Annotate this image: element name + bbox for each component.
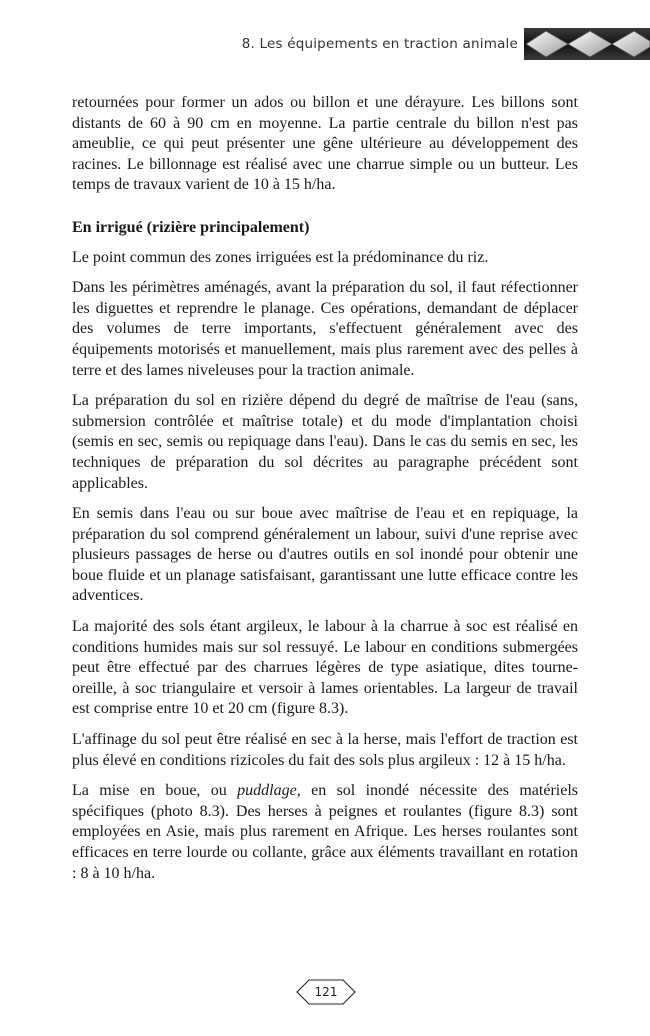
italic-term: puddlage xyxy=(237,782,297,800)
page-body xyxy=(72,93,578,894)
paragraph-5: La majorité des sols étant argileux, le labour à la charrue à soc est réalisé en conditions humides mais sur sol ressuyé. Le labour en conditions submergées peut être effectué par des charrues légères de type asiatique, dites tourne-oreille, à soc triangulaire et versoir à lames orientables. La largeur de travail est comprise entre 10 et 20 cm (figure 8.3). xyxy=(72,618,578,718)
running-header xyxy=(0,26,650,62)
paragraph-2: Dans les périmètres aménagés, avant la préparation du sol, il faut réfectionner les diguettes et reprendre le planage. Ces opérations, demandant de déplacer des volumes de terre importants, s'effectuent généralement avec des équipements motorisés et manuellement, mais plus rarement avec des pelles à terre et des lames niveleuses pour la traction animale. xyxy=(72,279,578,379)
paragraph-7-start: La mise en boue, ou xyxy=(72,782,238,800)
section-heading: En irrigué (rizière principalement) xyxy=(72,218,310,236)
paragraph-6: L'affinage du sol peut être réalisé en sec à la herse, mais l'effort de traction est plus élevé en conditions rizicoles du fait des sols plus argileux : 12 à 15 h/ha. xyxy=(72,731,578,769)
paragraph-7 xyxy=(72,781,578,884)
paragraph-1: Le point commun des zones irriguées est la prédominance du riz. xyxy=(72,248,489,266)
page-number-badge xyxy=(295,978,357,1006)
paragraph-7-end: , en sol inondé nécessite des matériels spécifiques (photo 8.3). Des herses à peignes et roulantes (figure 8.3) sont employées en Asie, mais plus rarement en Afrique. Les herses roulantes sont efficaces en terre lourde ou collante, grâce aux éléments travaillant en rotation : 8 à 10 h/ha. xyxy=(72,782,578,882)
chapter-title: 8. Les équipements en traction animale xyxy=(241,36,518,52)
diamond-band-ornament-icon xyxy=(524,28,650,60)
paragraph-3: La préparation du sol en rizière dépend du degré de maîtrise de l'eau (sans, submersion contrôlée et maîtrise totale) et du mode d'implantation choisi (semis en sec, semis ou repiquage dans l'eau). Dans le cas du semis en sec, les techniques de préparation du sol décrites au paragraphe précédent sont applicables. xyxy=(72,392,578,492)
paragraph-intro: retournées pour former un ados ou billon et une dérayure. Les billons sont distants de 60 à 90 cm en moyenne. La partie centrale du billon n'est pas ameublie, ce qui peut présenter une gêne ultérieure au développement des racines. Le billonnage est réalisé avec une charrue simple ou un butteur. Les temps de travaux varient de 10 à 15 h/ha. xyxy=(72,94,578,194)
paragraph-4: En semis dans l'eau ou sur boue avec maîtrise de l'eau et en repiquage, la préparation du sol comprend généralement un labour, suivi d'une reprise avec plusieurs passages de herse ou d'autres outils en sol inondé pour obtenir une boue fluide et un planage satisfaisant, garantissant une lutte efficace contre les adventices. xyxy=(72,505,578,605)
page-number: 121 xyxy=(314,985,338,999)
